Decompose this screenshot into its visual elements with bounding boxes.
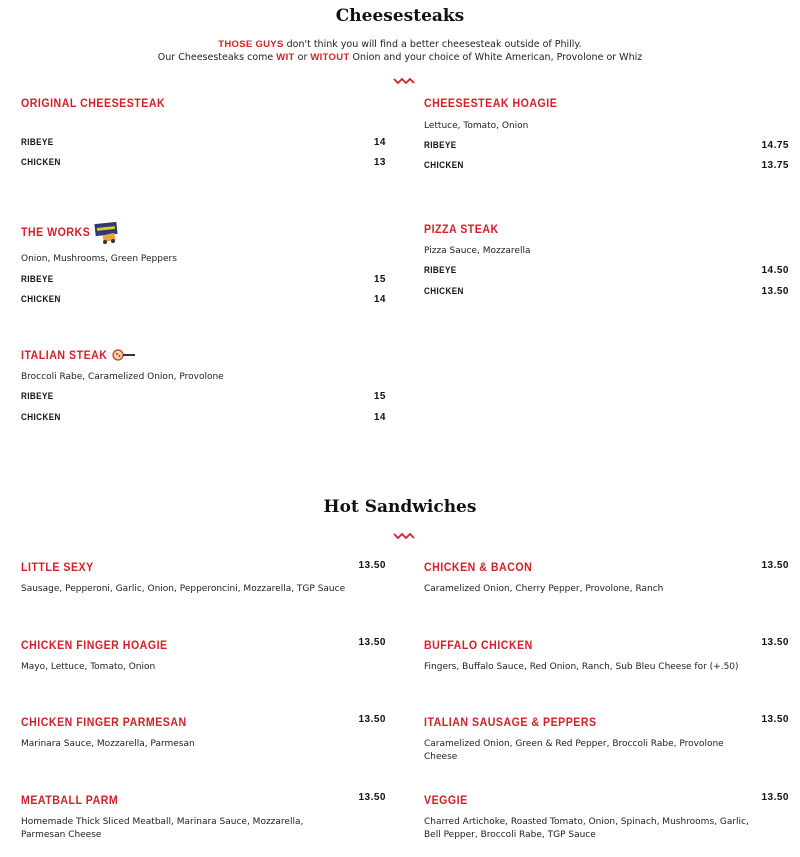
item-price: 13.50: [358, 792, 386, 803]
item-price: 13.50: [358, 560, 386, 571]
item-buffalo-chicken: BUFFALO CHICKEN: [424, 638, 533, 652]
option-label: RIBEYE: [424, 265, 457, 276]
pizza-peel-icon: [112, 349, 136, 361]
item-meatball-parm: MEATBALL PARM: [21, 793, 119, 807]
hot-sandwiches-title: Hot Sandwiches: [323, 497, 477, 517]
item-description: Caramelized Onion, Cherry Pepper, Provolone, Ranch: [424, 584, 664, 594]
item-description: Broccoli Rabe, Caramelized Onion, Provolone: [21, 372, 224, 382]
item-description: Mayo, Lettuce, Tomato, Onion: [21, 662, 156, 672]
item-description: Onion, Mushrooms, Green Peppers: [21, 254, 177, 264]
item-price: 13.50: [761, 792, 789, 803]
intro-line-1: don't think you will find a better cheesesteak outside of Philly.: [283, 39, 582, 50]
option-label: CHICKEN: [21, 294, 61, 305]
item-price: 13.50: [761, 714, 789, 725]
item-chicken-finger-hoagie: CHICKEN FINGER HOAGIE: [21, 638, 168, 652]
option-price: 14: [373, 412, 386, 423]
option-price: 14: [373, 294, 386, 305]
item-veggie: VEGGIE: [424, 793, 468, 807]
option-label: RIBEYE: [21, 274, 54, 285]
wit-highlight: WIT: [276, 52, 295, 63]
option-price: 14: [373, 137, 386, 148]
option-price: 15: [373, 391, 386, 402]
item-description: Lettuce, Tomato, Onion: [424, 121, 529, 131]
item-italian-sausage-peppers: ITALIAN SAUSAGE & PEPPERS: [424, 715, 597, 729]
option-price: 13: [373, 157, 386, 168]
option-price: 13.75: [761, 160, 789, 171]
option-label: RIBEYE: [424, 140, 457, 151]
item-original-cheesesteak: ORIGINAL CHEESESTEAK: [21, 96, 166, 110]
option-label: CHICKEN: [424, 286, 464, 297]
option-label: RIBEYE: [21, 391, 54, 402]
item-price: 13.50: [761, 560, 789, 571]
option-label: CHICKEN: [21, 157, 61, 168]
item-description: Pizza Sauce, Mozzarella: [424, 246, 531, 256]
those-guys-highlight: THOSE GUYS: [218, 39, 284, 50]
option-price: 15: [373, 274, 386, 285]
cheesesteaks-title: Cheesesteaks: [335, 6, 465, 26]
item-description-cont: Bell Pepper, Broccoli Rabe, TGP Sauce: [424, 830, 596, 840]
item-italian-steak: ITALIAN STEAK: [21, 348, 108, 362]
item-description: Caramelized Onion, Green & Red Pepper, Broccoli Rabe, Provolone: [424, 739, 724, 749]
option-label: CHICKEN: [21, 412, 61, 423]
item-little-sexy: LITTLE SEXY: [21, 560, 94, 574]
item-description: Marinara Sauce, Mozzarella, Parmesan: [21, 739, 195, 749]
item-description: Sausage, Pepperoni, Garlic, Onion, Pepperoncini, Mozzarella, TGP Sauce: [21, 584, 346, 594]
item-description-cont: Parmesan Cheese: [21, 830, 102, 840]
philly-sign-icon: [93, 221, 121, 245]
option-price: 14.50: [761, 265, 789, 276]
item-description: Fingers, Buffalo Sauce, Red Onion, Ranch, Sub Bleu Cheese for (+.50): [424, 662, 739, 672]
option-price: 13.50: [761, 286, 789, 297]
squiggle-divider-icon: [393, 532, 415, 540]
item-description: Homemade Thick Sliced Meatball, Marinara Sauce, Mozzarella,: [21, 817, 304, 827]
option-label: CHICKEN: [424, 160, 464, 171]
item-chicken-finger-parmesan: CHICKEN FINGER PARMESAN: [21, 715, 187, 729]
item-description: Charred Artichoke, Roasted Tomato, Onion, Spinach, Mushrooms, Garlic,: [424, 817, 749, 827]
option-label: RIBEYE: [21, 137, 54, 148]
item-price: 13.50: [761, 637, 789, 648]
item-description-cont: Cheese: [424, 752, 458, 762]
cheesesteaks-intro: [0, 38, 800, 64]
item-cheesesteak-hoagie: CHEESESTEAK HOAGIE: [424, 96, 558, 110]
item-price: 13.50: [358, 637, 386, 648]
item-price: 13.50: [358, 714, 386, 725]
item-the-works: THE WORKS: [21, 225, 91, 239]
option-price: 14.75: [761, 140, 789, 151]
intro-or: or: [294, 52, 311, 63]
item-chicken-bacon: CHICKEN & BACON: [424, 560, 533, 574]
intro-line-2a: Our Cheesesteaks come: [157, 52, 277, 63]
intro-line-2b: Onion and your choice of White American, Provolone or Whiz: [349, 52, 643, 63]
witout-highlight: WITOUT: [310, 52, 350, 63]
item-pizza-steak: PIZZA STEAK: [424, 222, 499, 236]
squiggle-divider-icon: [393, 77, 415, 85]
